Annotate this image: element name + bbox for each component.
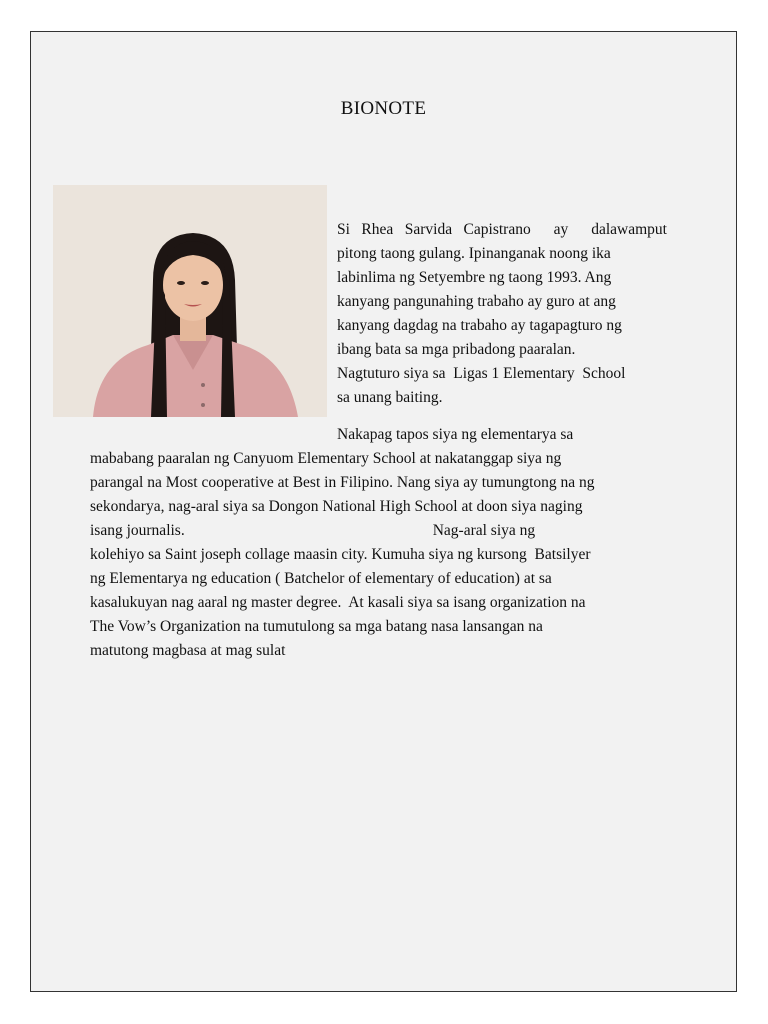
bio-line: Nagtuturo siya sa Ligas 1 Elementary School	[337, 365, 626, 382]
bio-line: sekondarya, nag-aral siya sa Dongon National High School at doon siya naging	[90, 498, 583, 515]
bio-line: kanyang pangunahing trabaho ay guro at ang	[337, 293, 616, 310]
bio-line: kolehiyo sa Saint joseph collage maasin city. Kumuha siya ng kursong Batsilyer	[90, 546, 591, 563]
bio-line: pitong taong gulang. Ipinanganak noong ika	[337, 245, 611, 262]
bio-paragraph-2	[90, 423, 670, 663]
bio-line: kanyang dagdag na trabaho ay tagapagturo ng	[337, 317, 622, 334]
bio-line: ng Elementarya ng education ( Batchelor of elementary of education) at sa	[90, 570, 552, 587]
bio-line: Si Rhea Sarvida Capistrano ay dalawamput	[337, 221, 667, 238]
bio-paragraph-1	[337, 218, 667, 410]
profile-photo	[53, 185, 327, 417]
bio-line: isang journalis. Nag-aral siya ng	[90, 522, 536, 539]
document-page	[30, 31, 737, 992]
bio-line: matutong magbasa at mag sulat	[90, 642, 286, 659]
portrait-illustration	[53, 185, 327, 417]
bio-line: The Vow’s Organization na tumutulong sa mga batang nasa lansangan na	[90, 618, 543, 635]
page-title: BIONOTE	[340, 98, 427, 119]
bio-line: sa unang baiting.	[337, 389, 443, 406]
bio-line: ibang bata sa mga pribadong paaralan.	[337, 341, 576, 358]
bio-line: Nakapag tapos siya ng elementarya sa	[337, 426, 574, 443]
bio-line: kasalukuyan nag aaral ng master degree. At kasali siya sa isang organization na	[90, 594, 586, 611]
bio-line: labinlima ng Setyembre ng taong 1993. Ang	[337, 269, 612, 286]
bio-line: parangal na Most cooperative at Best in Filipino. Nang siya ay tumungtong na ng	[90, 474, 595, 491]
bio-line: mababang paaralan ng Canyuom Elementary School at nakatanggap siya ng	[90, 450, 562, 467]
